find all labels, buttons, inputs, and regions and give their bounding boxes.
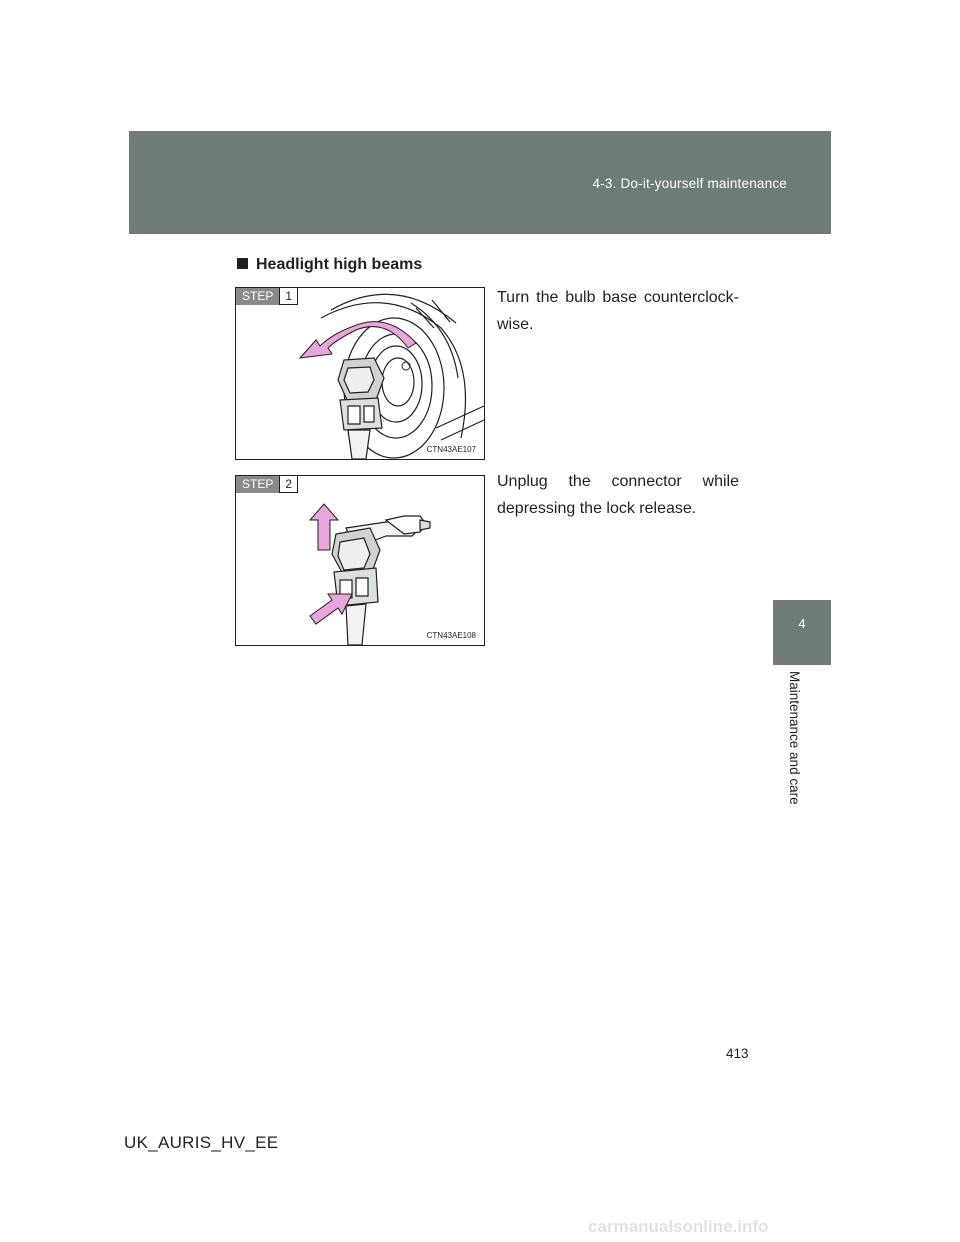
figure-code: CTN43AE108 [426, 631, 476, 640]
section-heading-text: Headlight high beams [256, 256, 423, 273]
step-label: STEP [236, 288, 279, 305]
step-badge [236, 476, 298, 493]
chapter-label: Maintenance and care [787, 671, 802, 805]
section-title: 4-3. Do-it-yourself maintenance [592, 176, 787, 191]
connector-unplug-illustration [236, 476, 484, 645]
step-label: STEP [236, 476, 279, 493]
step-number: 2 [279, 476, 298, 493]
document-code: UK_AURIS_HV_EE [124, 1133, 279, 1152]
square-bullet-icon [237, 258, 248, 269]
step-badge [236, 288, 298, 305]
step-1-instruction: Turn the bulb base counterclock-wise. [497, 289, 739, 333]
chapter-tab [773, 600, 831, 665]
bulb-rotate-illustration [236, 288, 484, 459]
section-heading [237, 256, 422, 274]
watermark: carmanualsonline.info [588, 1217, 769, 1236]
step-number: 1 [279, 288, 298, 305]
section-header-bar [129, 131, 831, 234]
figure-step-2 [235, 475, 485, 646]
figure-step-1 [235, 287, 485, 460]
step-2-instruction: Unplug the connector while depressing the lock release. [497, 473, 739, 517]
figure-code: CTN43AE107 [426, 445, 476, 454]
chapter-number: 4 [798, 616, 806, 631]
page-number: 413 [726, 1046, 749, 1061]
